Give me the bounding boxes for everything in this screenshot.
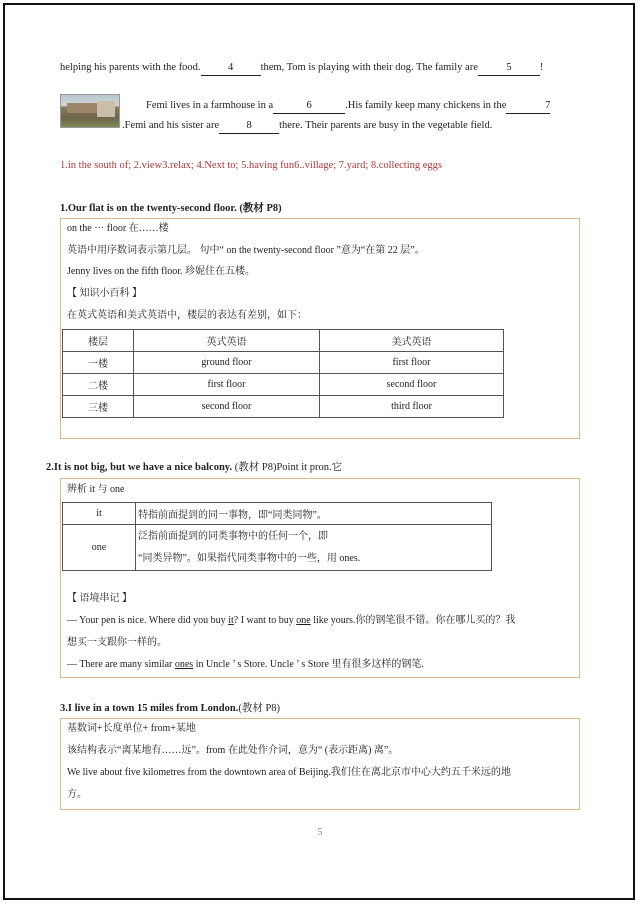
table-row — [63, 374, 504, 396]
text: — There are many similar — [67, 659, 175, 670]
text: .Femi and his sister are — [122, 120, 220, 131]
section2-box — [60, 478, 580, 678]
example-1-cont: 想买一支跟你一样的。 — [67, 637, 167, 648]
desc-line: “同类异物”。如果指代同类事物中的一些，用 ones. — [138, 552, 361, 564]
farmhouse-photo — [60, 94, 120, 128]
table-cell: 二楼 — [63, 374, 134, 396]
blank-5: 5 — [478, 61, 540, 76]
source: (教材 P8) — [239, 203, 282, 214]
section1-box — [60, 218, 580, 439]
example-2 — [67, 658, 424, 672]
table-cell: it — [63, 503, 136, 525]
blank-6: 6 — [273, 99, 345, 114]
note-line: 英语中用序数词表示第几层。 句中“ on the twenty-second floor ”意为“在第 22 层”。 — [67, 245, 425, 256]
intro-line: 辨析 it 与 one — [67, 484, 125, 495]
exercise-line-2 — [146, 99, 550, 114]
text: helping his parents with the food. — [60, 62, 201, 73]
table-cell: 特指前面提到的同一事物，即“同类同物”。 — [136, 503, 492, 525]
wall — [97, 101, 115, 117]
example-1 — [67, 614, 515, 628]
underlined-word: one — [296, 615, 311, 626]
note-line: Jenny lives on the fifth floor. 珍妮住在五楼。 — [67, 266, 256, 277]
underlined-word: it — [228, 615, 234, 626]
note-line: 基数词+长度单位+ from+某地 — [67, 723, 196, 734]
note-line: We live about five kilometres from the downtown area of Beijing.我们住在离北京市中心大约五千米远的地 — [67, 767, 511, 778]
note-line: 方。 — [67, 789, 87, 800]
section3-heading — [60, 700, 280, 715]
text: ! — [539, 62, 544, 73]
note-line: 【 知识小百科 】 — [67, 288, 142, 299]
text: ? I want to buy — [233, 615, 297, 626]
blank-7: 7 — [506, 99, 550, 114]
table-cell: second floor — [320, 374, 504, 396]
table-cell: one — [63, 525, 136, 571]
table-cell: 一楼 — [63, 352, 134, 374]
exercise-line-1 — [60, 61, 543, 76]
table-header: 英式英语 — [134, 330, 320, 352]
heading-text: 3.I live in a town 15 miles from London. — [60, 703, 239, 714]
note-line: 在英式英语和美式英语中，楼层的表达有差别，如下： — [67, 310, 307, 321]
table-header: 美式英语 — [320, 330, 504, 352]
blank-8: 8 — [219, 119, 279, 134]
table-row — [63, 396, 504, 418]
table-cell: third floor — [320, 396, 504, 418]
section2-heading — [46, 459, 342, 474]
text: .His family keep many chickens in the — [345, 100, 507, 111]
table-cell: second floor — [134, 396, 320, 418]
text: like yours.你的钢笔很不错。你在哪儿买的？我 — [310, 615, 516, 626]
table-cell: first floor — [134, 374, 320, 396]
exercise-line-3 — [122, 119, 492, 134]
desc-line: 泛指前面提到的同类事物中的任何一个，即 — [138, 530, 328, 542]
note-line: on the ··· floor 在……楼 — [67, 223, 169, 234]
table-row — [63, 503, 492, 525]
note-line: 该结构表示“离某地有……远”。from 在此处作介词，意为“ (表示距离) 离”。 — [67, 745, 399, 756]
heading-text: 2.It is not big, but we have a nice balcony. — [46, 462, 233, 473]
roof — [67, 103, 97, 113]
table-row — [63, 352, 504, 374]
it-one-table — [62, 502, 492, 571]
source: (教材 P8)Point it pron.它 — [234, 462, 343, 473]
text: Femi lives in a farmhouse in a — [146, 100, 274, 111]
heading-text: 1.Our flat is on the twenty-second floor. — [60, 203, 237, 214]
table-row — [63, 525, 492, 571]
text: there. Their parents are busy in the vegetable field. — [279, 120, 493, 131]
text: them, Tom is playing with their dog. The family are — [260, 62, 478, 73]
blank-4: 4 — [201, 61, 261, 76]
source: (教材 P8) — [238, 703, 281, 714]
table-header-row — [63, 330, 504, 352]
floor-table — [62, 329, 504, 418]
answer-key: 1.in the south of; 2.view3.relax; 4.Next to; 5.having fun6..village; 7.yard; 8.collecting eggs — [60, 160, 443, 171]
table-header: 楼层 — [63, 330, 134, 352]
table-cell: first floor — [320, 352, 504, 374]
underlined-word: ones — [174, 659, 194, 670]
table-cell — [136, 525, 492, 571]
text: in Uncle ’ s Store. Uncle ’ s Store 里有很多这样的钢笔. — [193, 659, 424, 670]
section3-box — [60, 718, 580, 810]
table-cell: ground floor — [134, 352, 320, 374]
text: — Your pen is nice. Where did you buy — [67, 615, 229, 626]
page-number: 5 — [317, 827, 323, 838]
context-title: 【 语境串记 】 — [67, 593, 132, 604]
section1-heading — [60, 200, 282, 215]
table-cell: 三楼 — [63, 396, 134, 418]
